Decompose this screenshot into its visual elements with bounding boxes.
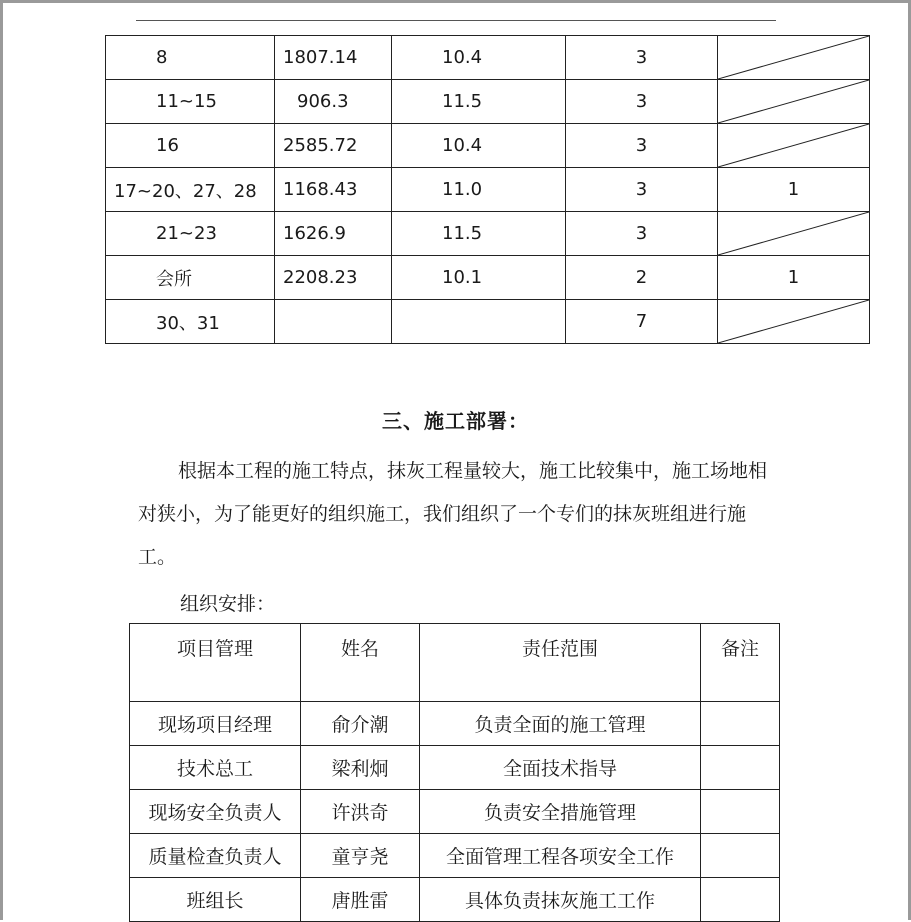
remark-cell <box>701 746 780 790</box>
table-header-row <box>130 624 780 702</box>
role-cell: 班组长 <box>130 878 301 922</box>
extra-cell: 1 <box>718 168 870 212</box>
header-cell: 姓名 <box>301 624 420 702</box>
remark-cell <box>701 834 780 878</box>
building-cell: 16 <box>106 124 275 168</box>
floors-cell: 3 <box>566 168 718 212</box>
area-cell: 1168.43 <box>275 168 392 212</box>
floors-cell: 3 <box>566 36 718 80</box>
remark-cell <box>701 790 780 834</box>
subheading: 组织安排： <box>180 593 276 615</box>
table-row <box>106 124 870 168</box>
empty-diagonal-cell <box>718 124 870 168</box>
building-table <box>105 35 870 344</box>
area-cell: 2585.72 <box>275 124 392 168</box>
header-cell: 项目管理 <box>130 624 301 702</box>
height-cell <box>392 300 566 344</box>
diagonal-line <box>718 300 869 343</box>
floors-cell: 7 <box>566 300 718 344</box>
area-cell: 1626.9 <box>275 212 392 256</box>
table-row <box>130 878 780 922</box>
table-row <box>106 80 870 124</box>
empty-diagonal-cell <box>718 80 870 124</box>
organization-table <box>129 623 780 922</box>
floors-cell: 3 <box>566 80 718 124</box>
area-cell <box>275 300 392 344</box>
table-row <box>106 300 870 344</box>
building-cell: 30、31 <box>106 300 275 344</box>
extra-cell: 1 <box>718 256 870 300</box>
diagonal-line <box>718 36 869 79</box>
building-cell: 17~20、27、28 <box>106 168 275 212</box>
name-cell: 许洪奇 <box>301 790 420 834</box>
building-cell: 11~15 <box>106 80 275 124</box>
role-cell: 现场安全负责人 <box>130 790 301 834</box>
responsibility-cell: 全面技术指导 <box>420 746 701 790</box>
floors-cell: 3 <box>566 124 718 168</box>
name-cell: 唐胜雷 <box>301 878 420 922</box>
remark-cell <box>701 702 780 746</box>
body-paragraph: 根据本工程的施工特点，抹灰工程量较大，施工比较集中，施工场地相对狭小，为了能更好的组织施工，我们组织了一个专们的抹灰班组进行施工。 <box>138 460 768 568</box>
height-cell: 10.1 <box>392 256 566 300</box>
role-cell: 技术总工 <box>130 746 301 790</box>
height-cell: 10.4 <box>392 36 566 80</box>
table-row <box>106 256 870 300</box>
section-title: 三、施工部署： <box>382 409 529 433</box>
responsibility-cell: 具体负责抹灰施工工作 <box>420 878 701 922</box>
empty-diagonal-cell <box>718 212 870 256</box>
role-cell: 质量检查负责人 <box>130 834 301 878</box>
floors-cell: 3 <box>566 212 718 256</box>
header-cell: 责任范围 <box>420 624 701 702</box>
table-row <box>106 36 870 80</box>
responsibility-cell: 全面管理工程各项安全工作 <box>420 834 701 878</box>
height-cell: 10.4 <box>392 124 566 168</box>
floors-cell: 2 <box>566 256 718 300</box>
area-cell: 2208.23 <box>275 256 392 300</box>
page-border-top <box>0 0 911 3</box>
page-border-left <box>0 0 3 920</box>
diagonal-line <box>718 212 869 255</box>
empty-diagonal-cell <box>718 36 870 80</box>
height-cell: 11.5 <box>392 80 566 124</box>
role-cell: 现场项目经理 <box>130 702 301 746</box>
height-cell: 11.5 <box>392 212 566 256</box>
building-cell: 会所 <box>106 256 275 300</box>
table-row <box>130 790 780 834</box>
diagonal-line <box>718 124 869 167</box>
responsibility-cell: 负责全面的施工管理 <box>420 702 701 746</box>
name-cell: 童亨尧 <box>301 834 420 878</box>
diagonal-line <box>718 80 869 123</box>
area-cell: 1807.14 <box>275 36 392 80</box>
area-cell: 906.3 <box>275 80 392 124</box>
building-cell: 21~23 <box>106 212 275 256</box>
building-cell: 8 <box>106 36 275 80</box>
table-row <box>130 702 780 746</box>
table-row <box>106 212 870 256</box>
table-row <box>106 168 870 212</box>
header-rule <box>136 20 776 21</box>
table-row <box>130 834 780 878</box>
name-cell: 俞介潮 <box>301 702 420 746</box>
height-cell: 11.0 <box>392 168 566 212</box>
header-cell: 备注 <box>701 624 780 702</box>
empty-diagonal-cell <box>718 300 870 344</box>
responsibility-cell: 负责安全措施管理 <box>420 790 701 834</box>
remark-cell <box>701 878 780 922</box>
name-cell: 梁利炯 <box>301 746 420 790</box>
table-row <box>130 746 780 790</box>
